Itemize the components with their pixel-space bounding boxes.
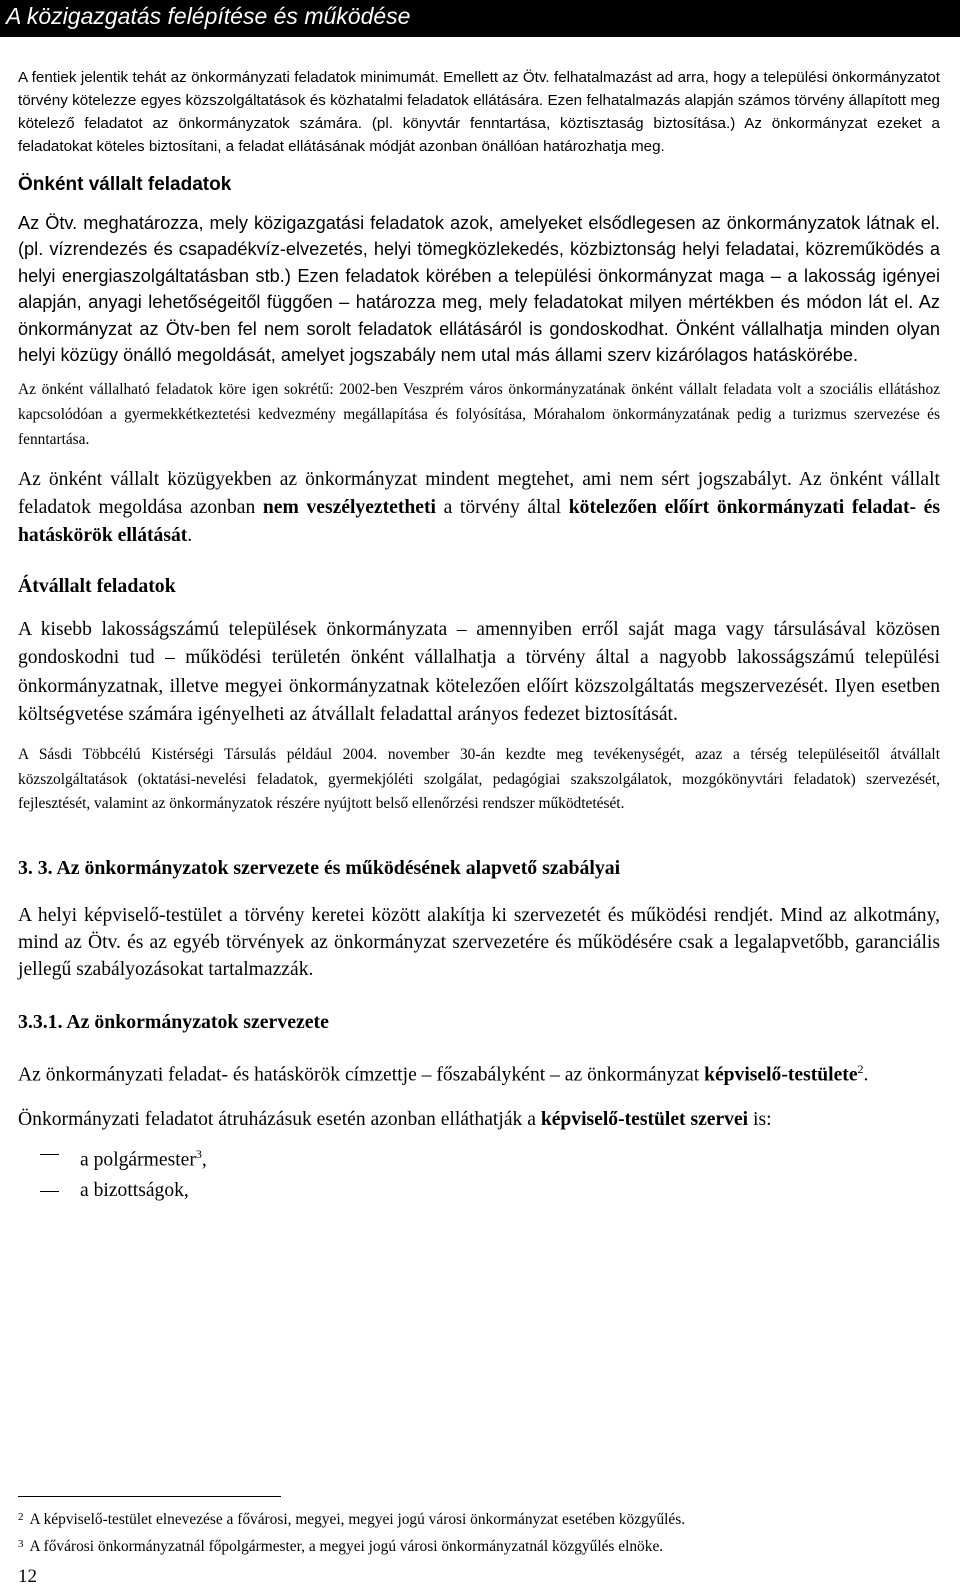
- text-run: .: [863, 1064, 869, 1086]
- heading-transferred-tasks: Átvállalt feladatok: [18, 575, 176, 598]
- paragraph-delegation: [18, 1106, 940, 1133]
- text-run: Az önkormányzati feladat- és hatáskörök címzettje – főszabályként – az önkormányzat: [18, 1064, 705, 1086]
- text-run: a törvény által: [435, 497, 569, 519]
- list-item: [18, 1176, 940, 1206]
- footnotes: [18, 1506, 940, 1560]
- footnote-text: A fővárosi önkormányzatnál főpolgármester, a megyei jogú városi önkormányzatnál közgyűlés elnöke.: [29, 1538, 664, 1555]
- list-item-text: a bizottságok,: [80, 1179, 189, 1201]
- footnote-text: A képviselő-testület elnevezése a fővárosi, megyei, megyei jogú városi önkormányzat esetében közgyűlés.: [29, 1511, 686, 1528]
- footnote-ref-2[interactable]: 2: [857, 1061, 864, 1076]
- text-run: Az önként vállalt közügyekben az önkormányzat mindent megtehet, ami nem sért jogszabályt. Az önként vállalt feladatok megoldása azonban: [18, 469, 940, 519]
- list-item: [18, 1139, 940, 1176]
- emphasis-council-bodies: képviselő-testület szervei: [540, 1109, 749, 1131]
- paragraph-voluntary-tasks: Az Ötv. meghatározza, mely közigazgatási feladatok azok, amelyeket elsődlegesen az önkormányzatok látnak el. (pl. vízrendezés és csapadékvíz-elvezetés, helyi tömegközlekedés, közbiztonság helyi feladatai, közreműködés a helyi energiaszolgáltatásban stb.) Ezen feladatok körében a települési önkormányzat maga – a lakosság igényei alapján, anyagi lehetőségeitől függően – határozza meg, mely feladatokat milyen mértékben és módon lát el. Az önkormányzat az Ötv-ben fel nem sorolt feladatok ellátásáról is gondoskodhat. Önként vállalhatja minden olyan helyi közügy önálló megoldását, amelyet jogszabály nem utal más állami szerv kizárólagos hatáskörébe.: [18, 213, 940, 366]
- footnote-number: 2: [18, 1511, 24, 1523]
- heading-section-3-3-1: 3.3.1. Az önkormányzatok szervezete: [18, 1010, 329, 1033]
- text-run: .: [187, 525, 193, 547]
- paragraph-voluntary-examples: Az önként vállalható feladatok köre igen sokrétű: 2002-ben Veszprém város önkormányzatának önként vállalt feladata volt a szociális ellátáshoz kapcsolódóan a gyermekkétkeztetési kedvezmény megállapítása és folyósítása, Mórahalom önkormányzatának pedig a turizmus szervezése és fenntartása.: [18, 381, 940, 448]
- paragraph-addressee: [18, 1056, 940, 1089]
- footnote-number: 3: [18, 1538, 24, 1550]
- text-run: is:: [748, 1109, 772, 1131]
- emphasis-council: képviselő-testülete: [704, 1064, 858, 1086]
- footnote-ref-3[interactable]: 3: [195, 1147, 202, 1162]
- running-header: [0, 0, 960, 37]
- council-bodies-list: [18, 1139, 940, 1206]
- footnote-2: [18, 1506, 940, 1533]
- emphasis-not-endanger: nem veszélyeztetheti: [262, 497, 436, 519]
- footnote-3: [18, 1533, 940, 1560]
- page-body: [18, 66, 940, 1206]
- paragraph-transferred-example: A Sásdi Többcélú Kistérségi Társulás például 2004. november 30-án kezdte meg tevékenységét, azaz a térség településeitől átvállalt közszolgáltatások (oktatási-nevelési feladatok, gyermekjóléti szolgálat, pedagógiai szakszolgálatok, mozgókönyvtári feladatok) szervezését, fejlesztését, valamint az önkormányzatok részére nyújtott belső ellenőrzési rendszer működtetését.: [18, 746, 940, 813]
- running-header-title: A közigazgatás felépítése és működése: [6, 3, 411, 29]
- paragraph-voluntary-limits: [18, 466, 940, 550]
- paragraph-organisation-intro: A helyi képviselő-testület a törvény keretei között alakítja ki szervezetét és működési rendjét. Mind az alkotmány, mind az Ötv. és az egyéb törvények az önkormányzat szervezetére és működésére csak a legalapvetőbb, garanciális jellegű szabályozásokat tartalmazzák.: [18, 904, 940, 980]
- list-item-text: a polgármester: [80, 1149, 196, 1171]
- footnote-divider: [18, 1496, 281, 1497]
- heading-voluntary-tasks: Önként vállalt feladatok: [18, 174, 232, 195]
- emphasis-mandatory-tasks: kötelezően előírt önkormányzati feladat- és hatáskörök ellátását: [18, 497, 940, 547]
- paragraph-mandatory-tasks: A fentiek jelentik tehát az önkormányzati feladatok minimumát. Emellett az Ötv. felhatalmazást ad arra, hogy a települési önkormányzatot törvény kötelezze egyes közszolgáltatások és közhatalmi feladatok ellátására. Ezen felhatalmazás alapján számos törvény állapított meg kötelező feladatot az önkormányzatok számára. (pl. könyvtár fenntartása, köztisztaság biztosítása.) Az önkormányzat ezeket a feladatokat köteles biztosítani, a feladat ellátásának módját azonban önállóan határozhatja meg.: [18, 69, 940, 155]
- heading-section-3-3: 3. 3. Az önkormányzatok szervezete és működésének alapvető szabályai: [18, 856, 621, 879]
- paragraph-transferred-tasks: A kisebb lakosságszámú települések önkormányzata – amennyiben erről saját maga vagy társulásával közösen gondoskodni tud – működési területén önként vállalhatja a törvény által a nagyobb lakosságszámú települési önkormányzatnak, illetve megyei önkormányzatnak kötelezően előírt közszolgáltatás megszervezését. Ilyen esetben költségvetése számára igényelheti az átvállalt feladattal arányos fedezet biztosítását.: [18, 619, 940, 725]
- page-number: 12: [18, 1566, 37, 1587]
- text-run: Önkormányzati feladatot átruházásuk esetén azonban elláthatják a: [18, 1109, 541, 1131]
- list-item-tail: ,: [201, 1149, 207, 1171]
